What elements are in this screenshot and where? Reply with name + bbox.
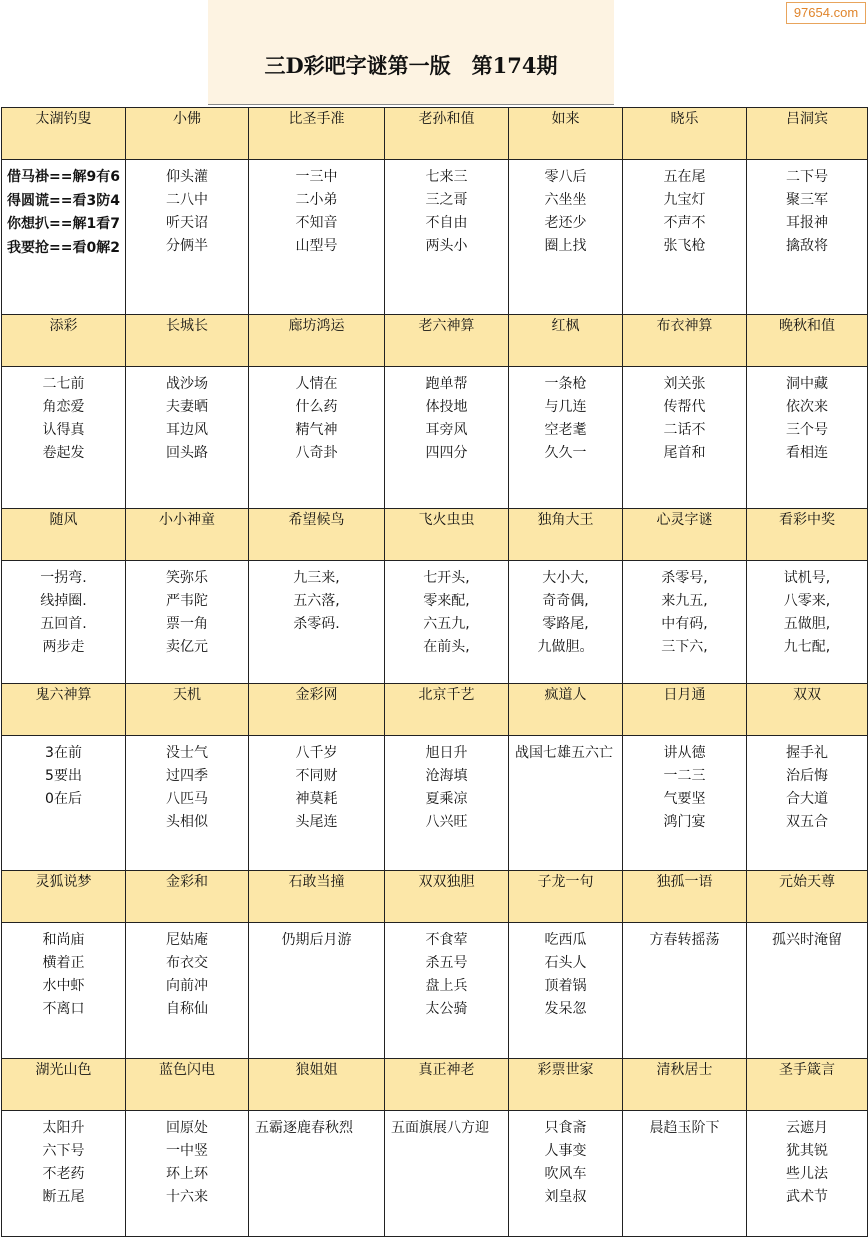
riddle-cell: [249, 561, 385, 684]
riddle-line: 十六来: [166, 1189, 208, 1205]
riddle-cell: [509, 1111, 623, 1237]
page-title: 三D彩吧字谜第一版 第174期: [264, 53, 558, 78]
riddle-line: 卷起发: [42, 445, 85, 461]
header-row: [2, 509, 868, 561]
riddle-cell: [249, 367, 385, 509]
riddle-line: 不知音: [295, 215, 338, 231]
riddle-line: 讲从德: [663, 745, 706, 761]
riddle-line: 杀零码.: [293, 616, 340, 632]
riddle-line: 一中竖: [166, 1143, 208, 1159]
riddle-table: [1, 107, 868, 1237]
riddle-line: 3在前: [45, 745, 82, 761]
riddle-line: 二话不: [663, 422, 706, 438]
riddle-cell: [2, 367, 126, 509]
riddle-line: 没士气: [166, 745, 208, 761]
riddle-cell: [747, 561, 868, 684]
author-header: 北京千艺: [385, 684, 509, 736]
riddle-line: 五做胆,: [783, 616, 831, 632]
author-header: 双双: [747, 684, 868, 736]
author-header: 鬼六神算: [2, 684, 126, 736]
riddle-row: [2, 1111, 868, 1237]
riddle-cell: [2, 736, 126, 871]
riddle-line: 向前冲: [166, 978, 208, 994]
riddle-line: 头尾连: [295, 814, 338, 830]
riddle-line: 六坐坐: [544, 192, 587, 208]
riddle-line: 战国七雄五六亡: [515, 745, 613, 761]
riddle-line: 依次来: [786, 399, 828, 415]
riddle-line: 太公骑: [425, 1001, 468, 1017]
author-header: 飞火虫虫: [385, 509, 509, 561]
author-header: 疯道人: [509, 684, 623, 736]
riddle-line: 笑弥乐: [166, 570, 208, 586]
riddle-line: 尼姑庵: [166, 932, 208, 948]
riddle-line: 握手礼: [786, 745, 828, 761]
author-header: 希望候鸟: [249, 509, 385, 561]
riddle-line: 线掉圈.: [40, 593, 87, 609]
riddle-line: 二下号: [786, 169, 828, 185]
riddle-line: 回原处: [166, 1120, 208, 1136]
riddle-line: 只食斋: [544, 1120, 587, 1136]
author-header: 金彩网: [249, 684, 385, 736]
riddle-line: 张飞枪: [663, 238, 706, 254]
riddle-line: 太阳升: [42, 1120, 85, 1136]
riddle-line: 仍期后月游: [281, 932, 352, 948]
riddle-line: 精气神: [295, 422, 338, 438]
riddle-line: 八匹马: [166, 791, 208, 807]
riddle-line: 吃西瓜: [544, 932, 587, 948]
riddle-line: 五面旗展八方迎: [391, 1120, 489, 1136]
riddle-line: 夫妻晒: [166, 399, 208, 415]
riddle-line: 尾首和: [663, 445, 706, 461]
author-header: 太湖钓叟: [2, 108, 126, 160]
riddle-line: 武术节: [786, 1189, 828, 1205]
author-header: 布衣神算: [623, 315, 747, 367]
header-row: [2, 684, 868, 736]
riddle-line: 奇奇偶,: [542, 593, 589, 609]
author-header: 老孙和值: [385, 108, 509, 160]
riddle-line: 人事变: [544, 1143, 587, 1159]
riddle-cell: [249, 160, 385, 315]
riddle-line: 气要坚: [663, 791, 706, 807]
riddle-line: 发呆忽: [544, 1001, 587, 1017]
riddle-line: 我要抢==看0解2: [7, 239, 120, 256]
riddle-line: 石头人: [544, 955, 587, 971]
riddle-line: 空老耄: [544, 422, 587, 438]
author-header: 晚秋和值: [747, 315, 868, 367]
riddle-line: 八兴旺: [425, 814, 468, 830]
riddle-cell: [249, 736, 385, 871]
riddle-cell: [747, 736, 868, 871]
author-header: 蓝色闪电: [126, 1059, 249, 1111]
riddle-cell: [747, 160, 868, 315]
riddle-cell: [623, 1111, 747, 1237]
author-header: 廊坊鸿运: [249, 315, 385, 367]
riddle-line: 三下六,: [661, 639, 708, 655]
riddle-line: 回头路: [166, 445, 208, 461]
riddle-line: 零八后: [544, 169, 587, 185]
riddle-cell: [2, 561, 126, 684]
author-header: 日月通: [623, 684, 747, 736]
riddle-line: 聚三军: [786, 192, 828, 208]
riddle-cell: [623, 367, 747, 509]
riddle-line: 六下号: [42, 1143, 85, 1159]
riddle-line: 借马褂==解9有6: [7, 169, 120, 185]
riddle-line: 看相连: [786, 445, 828, 461]
riddle-line: 断五尾: [42, 1189, 85, 1205]
riddle-cell: [509, 160, 623, 315]
riddle-cell: [509, 923, 623, 1059]
header-row: [2, 871, 868, 923]
author-header: 双双独胆: [385, 871, 509, 923]
riddle-cell: [623, 923, 747, 1059]
riddle-line: 一二三: [663, 768, 706, 784]
author-header: 晓乐: [623, 108, 747, 160]
riddle-cell: [747, 367, 868, 509]
author-header: 子龙一句: [509, 871, 623, 923]
author-header: 比圣手准: [249, 108, 385, 160]
riddle-line: 不离口: [42, 1001, 85, 1017]
riddle-cell: [623, 160, 747, 315]
riddle-line: 九做胆。: [537, 639, 594, 655]
riddle-line: 角恋爱: [42, 399, 85, 415]
riddle-cell: [385, 367, 509, 509]
riddle-line: 水中虾: [42, 978, 85, 994]
riddle-line: 分俩半: [166, 238, 208, 254]
riddle-line: 中有码,: [661, 616, 708, 632]
riddle-line: 来九五,: [661, 593, 708, 609]
riddle-cell: [249, 1111, 385, 1237]
riddle-line: 晨趋玉阶下: [649, 1120, 720, 1136]
riddle-line: 吹风车: [544, 1166, 587, 1182]
author-header: 小小神童: [126, 509, 249, 561]
riddle-line: 神莫耗: [295, 791, 338, 807]
riddle-cell: [385, 923, 509, 1059]
riddle-cell: [747, 1111, 868, 1237]
riddle-line: 杀零号,: [661, 570, 708, 586]
riddle-line: 盘上兵: [425, 978, 468, 994]
riddle-line: 两头小: [425, 238, 468, 254]
riddle-line: 四四分: [425, 445, 468, 461]
riddle-line: 大小大,: [542, 570, 589, 586]
riddle-row: [2, 561, 868, 684]
riddle-line: 你想扒==解1看7: [7, 216, 120, 232]
riddle-cell: [509, 736, 623, 871]
riddle-line: 二小弟: [295, 192, 338, 208]
riddle-line: 布衣交: [166, 955, 208, 971]
riddle-line: 三个号: [786, 422, 828, 438]
riddle-line: 体投地: [425, 399, 468, 415]
riddle-line: 旭日升: [425, 745, 468, 761]
riddle-line: 治后悔: [786, 768, 828, 784]
riddle-cell: [509, 561, 623, 684]
author-header: 吕洞宾: [747, 108, 868, 160]
header-row: [2, 315, 868, 367]
riddle-cell: [249, 923, 385, 1059]
riddle-line: 过四季: [166, 768, 208, 784]
header-row: [2, 1059, 868, 1111]
riddle-line: 七开头,: [423, 570, 470, 586]
riddle-line: 战沙场: [166, 376, 208, 392]
riddle-line: 一三中: [295, 169, 338, 185]
author-header: 小佛: [126, 108, 249, 160]
riddle-line: 严韦陀: [166, 593, 208, 609]
riddle-line: 两步走: [42, 639, 85, 655]
riddle-row: [2, 736, 868, 871]
riddle-line: 些儿法: [786, 1166, 828, 1182]
riddle-line: 云遮月: [786, 1120, 828, 1136]
riddle-line: 卖亿元: [166, 639, 208, 655]
author-header: 狼姐姐: [249, 1059, 385, 1111]
author-header: 独角大王: [509, 509, 623, 561]
riddle-line: 夏乘凉: [425, 791, 468, 807]
riddle-line: 仰头灌: [166, 169, 208, 185]
riddle-line: 一拐弯.: [40, 570, 87, 586]
riddle-cell: [385, 160, 509, 315]
author-header: 独孤一语: [623, 871, 747, 923]
riddle-line: 人情在: [295, 376, 338, 392]
riddle-line: 头相似: [166, 814, 208, 830]
riddle-line: 山型号: [295, 238, 338, 254]
riddle-line: 九宝灯: [663, 192, 706, 208]
author-header: 随风: [2, 509, 126, 561]
riddle-line: 八零来,: [783, 593, 831, 609]
site-watermark: 97654.com: [786, 2, 866, 24]
author-header: 看彩中奖: [747, 509, 868, 561]
riddle-line: 不声不: [663, 215, 706, 231]
riddle-line: 零路尾,: [542, 616, 589, 632]
author-header: 如来: [509, 108, 623, 160]
riddle-line: 六五九,: [423, 616, 470, 632]
riddle-line: 什么药: [295, 399, 338, 415]
riddle-line: 擒敌将: [786, 238, 828, 254]
riddle-cell: [509, 367, 623, 509]
riddle-line: 久久一: [544, 445, 587, 461]
author-header: 老六神算: [385, 315, 509, 367]
riddle-cell: [385, 1111, 509, 1237]
riddle-line: 沧海填: [425, 768, 468, 784]
riddle-line: 认得真: [42, 422, 85, 438]
riddle-line: 五六落,: [293, 593, 340, 609]
riddle-line: 0在后: [45, 791, 82, 807]
riddle-line: 和尚庙: [42, 932, 85, 948]
riddle-line: 环上环: [166, 1166, 208, 1182]
riddle-line: 方春转摇荡: [649, 932, 720, 948]
riddle-line: 试机号,: [783, 570, 831, 586]
riddle-cell: [385, 736, 509, 871]
riddle-line: 五回首.: [40, 616, 87, 632]
riddle-line: 杀五号: [425, 955, 468, 971]
riddle-line: 一条枪: [544, 376, 587, 392]
riddle-line: 双五合: [786, 814, 828, 830]
riddle-line: 八奇卦: [295, 445, 338, 461]
riddle-line: 九三来,: [293, 570, 340, 586]
riddle-row: [2, 160, 868, 315]
author-header: 圣手箴言: [747, 1059, 868, 1111]
riddle-line: 八千岁: [295, 745, 338, 761]
riddle-line: 不自由: [425, 215, 468, 231]
author-header: 真正神老: [385, 1059, 509, 1111]
riddle-cell: [385, 561, 509, 684]
riddle-line: 顶着锅: [544, 978, 587, 994]
riddle-line: 传帮代: [663, 399, 706, 415]
author-header: 添彩: [2, 315, 126, 367]
riddle-cell: [126, 367, 249, 509]
riddle-line: 五霸逐鹿春秋烈: [255, 1120, 353, 1136]
riddle-line: 二七前: [42, 376, 85, 392]
riddle-line: 跑单帮: [425, 376, 468, 392]
author-header: 清秋居士: [623, 1059, 747, 1111]
riddle-line: 耳旁风: [425, 422, 468, 438]
title-band: [208, 0, 614, 105]
header-row: [2, 108, 868, 160]
author-header: 元始天尊: [747, 871, 868, 923]
riddle-line: 五在尾: [663, 169, 706, 185]
riddle-cell: [126, 561, 249, 684]
riddle-line: 听天诏: [166, 215, 208, 231]
riddle-cell: [623, 736, 747, 871]
riddle-line: 老还少: [544, 215, 587, 231]
author-header: 金彩和: [126, 871, 249, 923]
riddle-line: 耳边风: [166, 422, 208, 438]
riddle-line: 圈上找: [544, 238, 587, 254]
riddle-line: 三之哥: [425, 192, 468, 208]
author-header: 红枫: [509, 315, 623, 367]
riddle-cell: [2, 923, 126, 1059]
riddle-row: [2, 367, 868, 509]
riddle-line: 二八中: [166, 192, 208, 208]
author-header: 彩票世家: [509, 1059, 623, 1111]
riddle-line: 九七配,: [783, 639, 831, 655]
riddle-line: 耳报神: [786, 215, 828, 231]
author-header: 长城长: [126, 315, 249, 367]
riddle-line: 七来三: [425, 169, 468, 185]
riddle-cell: [747, 923, 868, 1059]
riddle-cell: [2, 1111, 126, 1237]
author-header: 灵狐说梦: [2, 871, 126, 923]
riddle-line: 横着正: [42, 955, 85, 971]
riddle-line: 票一角: [166, 616, 208, 632]
riddle-line: 孤兴时淹留: [772, 932, 842, 948]
author-header: 心灵字谜: [623, 509, 747, 561]
riddle-line: 不同财: [295, 768, 338, 784]
riddle-line: 得圆谎==看3防4: [7, 192, 120, 209]
riddle-cell: [126, 1111, 249, 1237]
riddle-cell: [126, 736, 249, 871]
riddle-line: 鸿门宴: [663, 814, 706, 830]
riddle-line: 自称仙: [166, 1001, 208, 1017]
riddle-line: 不老药: [42, 1166, 85, 1182]
riddle-line: 刘皇叔: [544, 1189, 587, 1205]
riddle-line: 在前头,: [423, 639, 470, 655]
riddle-line: 与几连: [544, 399, 587, 415]
author-header: 石敢当撞: [249, 871, 385, 923]
riddle-line: 洞中藏: [786, 376, 828, 392]
riddle-line: 合大道: [786, 791, 828, 807]
riddle-row: [2, 923, 868, 1059]
riddle-cell: [126, 160, 249, 315]
riddle-cell: [126, 923, 249, 1059]
riddle-line: 犹其锐: [786, 1143, 828, 1159]
author-header: 湖光山色: [2, 1059, 126, 1111]
riddle-line: 5要出: [45, 768, 82, 784]
author-header: 天机: [126, 684, 249, 736]
riddle-line: 零来配,: [423, 593, 470, 609]
riddle-line: 不食荤: [425, 932, 468, 948]
riddle-line: 刘关张: [663, 376, 706, 392]
riddle-cell: [623, 561, 747, 684]
riddle-cell: [2, 160, 126, 315]
